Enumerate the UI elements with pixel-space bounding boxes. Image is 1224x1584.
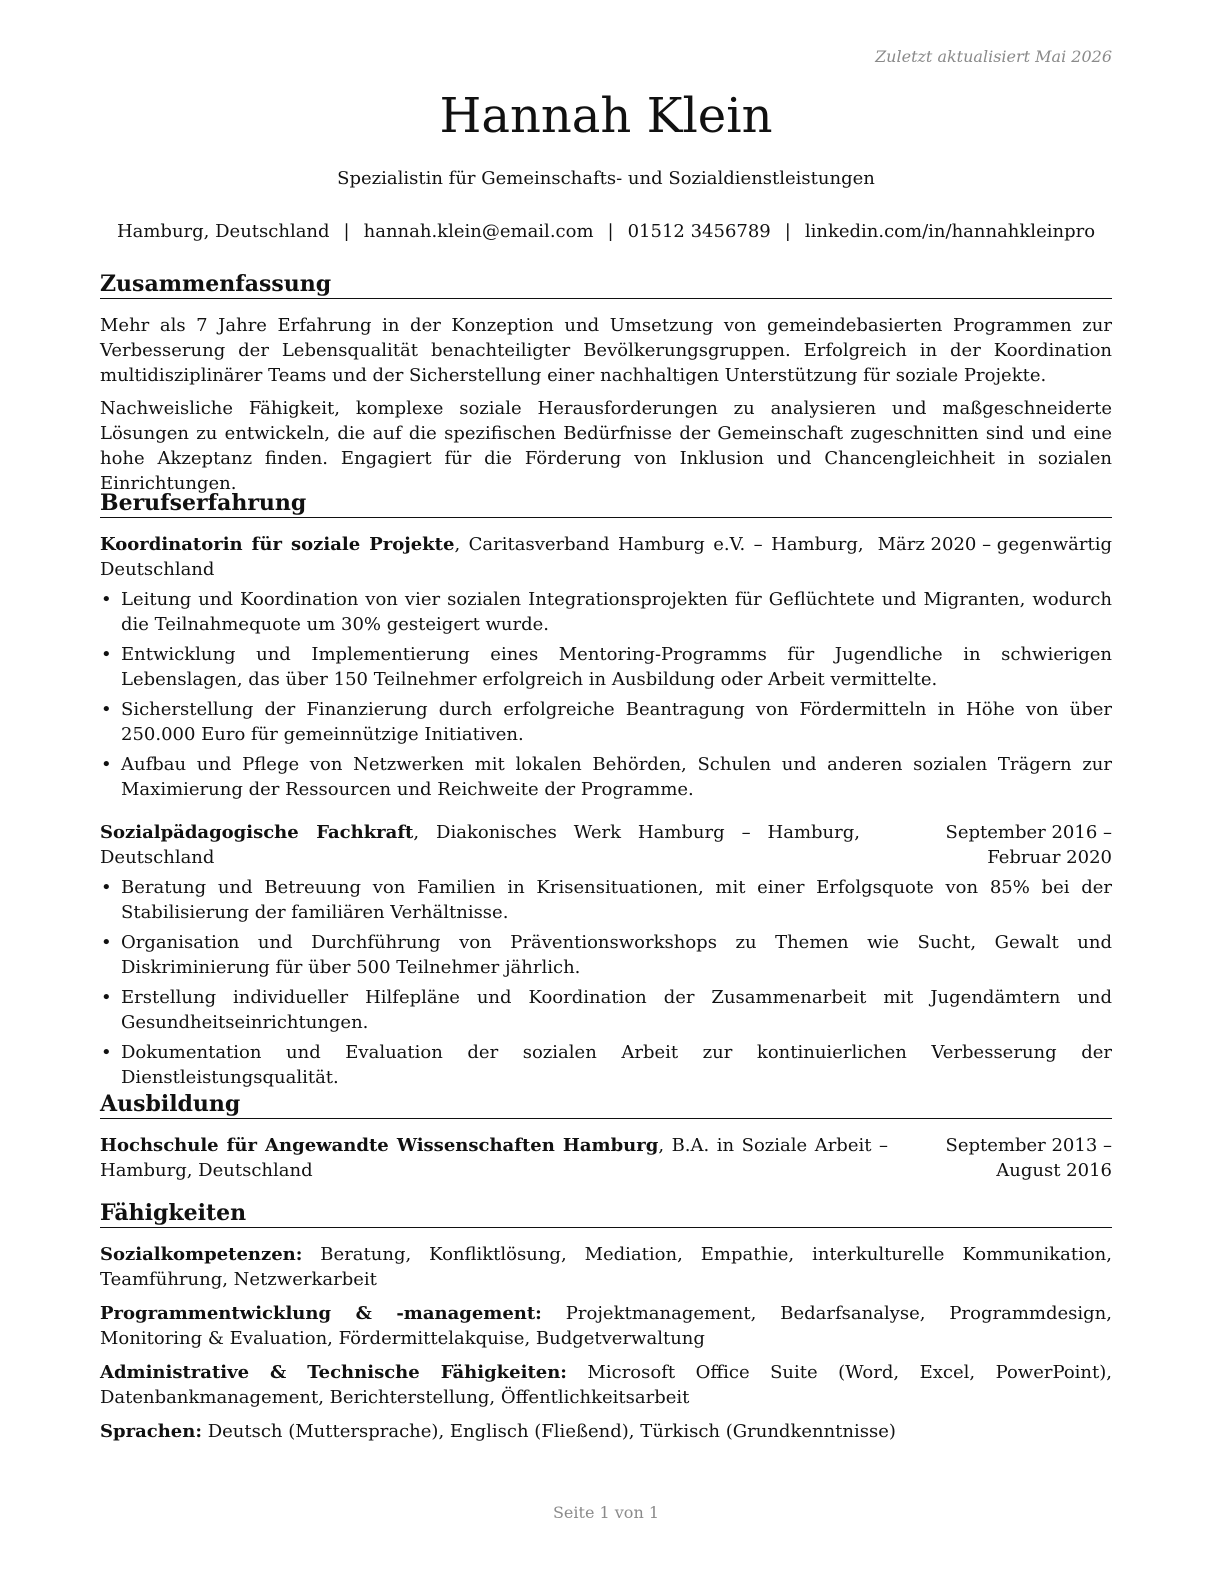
summary-section [100, 270, 1112, 496]
skill-group [100, 1242, 1112, 1292]
contact-line [100, 219, 1112, 244]
education-entry [100, 1133, 1112, 1183]
job-title-org [100, 820, 860, 870]
job-role: Sozialpädagogische Fachkraft [100, 822, 414, 843]
list-item: • Leitung und Koordination von vier sozialen Integrationsprojekten für Geflüchtete und Migranten, wodurch die Teilnahmequote um 30% gesteigert wurde. [100, 587, 1112, 637]
summary-paragraph: Nachweisliche Fähigkeit, komplexe soziale Herausforderungen zu analysieren und maßgeschneiderte Lösungen zu entwickeln, die auf die spezifischen Bedürfnisse der Gemeinschaft zugeschnitten sind und eine hohe Akzeptanz finden. Engagiert für die Förderung von Inklusion und Chancengleichheit in sozialen Einrichtungen. [100, 398, 1112, 494]
skills-section [100, 1199, 1112, 1453]
separator: | [784, 221, 791, 242]
skill-group [100, 1360, 1112, 1410]
job-title-org [100, 532, 864, 582]
list-item: • Dokumentation und Evaluation der sozialen Arbeit zur kontinuierlichen Verbesserung der Dienstleistungsqualität. [100, 1040, 1112, 1090]
last-updated: Zuletzt aktualisiert Mai 2026 [875, 47, 1112, 66]
list-item: • Beratung und Betreuung von Familien in Krisensituationen, mit einer Erfolgsquote von 85% bei der Stabilisierung der familiären Verhältnisse. [100, 875, 1112, 925]
skill-text: Deutsch (Muttersprache), Englisch (Fließend), Türkisch (Grundkenntnisse) [201, 1421, 896, 1442]
job-title: Spezialistin für Gemeinschafts- und Sozialdienstleistungen [337, 168, 875, 189]
candidate-name: Hannah Klein [439, 88, 773, 144]
job-dates: September 2016 – Februar 2020 [945, 822, 1112, 868]
education-dates: September 2013 – August 2016 [945, 1135, 1112, 1181]
section-heading-skills: Fähigkeiten [100, 1199, 1112, 1228]
education-school: Hochschule für Angewandte Wissenschaften Hamburg [100, 1135, 659, 1156]
resume-page [100, 0, 1112, 1584]
job-org: , Diakonisches Werk Hamburg – Hamburg, Deutschland [100, 822, 860, 868]
skill-text: Microsoft Office Suite (Word, Excel, PowerPoint), Datenbankmanagement, Berichterstellung, Öffentlichkeitsarbeit [100, 1362, 1113, 1408]
separator: | [343, 221, 350, 242]
section-heading-experience: Berufserfahrung [100, 489, 1112, 518]
education-school-degree [100, 1133, 888, 1183]
skill-label: Sprachen: [100, 1421, 202, 1442]
contact-location: Hamburg, Deutschland [116, 221, 330, 242]
job-bullets [100, 587, 1112, 802]
skill-group [100, 1419, 1112, 1444]
job-role: Koordinatorin für soziale Projekte [100, 534, 455, 555]
contact-phone: 01512 3456789 [627, 221, 771, 242]
contact-email[interactable]: hannah.klein@email.com [363, 221, 594, 242]
education-section [100, 1090, 1112, 1183]
skill-label: Sozialkompetenzen: [100, 1244, 303, 1265]
job-dates: März 2020 – gegenwärtig [877, 534, 1112, 555]
list-item: • Aufbau und Pflege von Netzwerken mit lokalen Behörden, Schulen und anderen sozialen Trägern zur Maximierung der Ressourcen und Reichweite der Programme. [100, 752, 1112, 802]
separator: | [607, 221, 614, 242]
section-heading-education: Ausbildung [100, 1090, 1112, 1119]
education-details: , B.A. in Soziale Arbeit – Hamburg, Deutschland [100, 1135, 888, 1181]
job-header [100, 820, 1112, 870]
page-number: Seite 1 von 1 [552, 1503, 660, 1522]
experience-section [100, 489, 1112, 1095]
list-item: • Organisation und Durchführung von Präventionsworkshops zu Themen wie Sucht, Gewalt und Diskriminierung für über 500 Teilnehmer jährlich. [100, 930, 1112, 980]
contact-linkedin[interactable]: linkedin.com/in/hannahkleinpro [804, 221, 1096, 242]
skill-group [100, 1301, 1112, 1351]
summary-paragraph: Mehr als 7 Jahre Erfahrung in der Konzeption und Umsetzung von gemeindebasierten Programmen zur Verbesserung der Lebensqualität benachteiligter Bevölkerungsgruppen. Erfolgreich in der Koordination multidisziplinärer Teams und der Sicherstellung einer nachhaltigen Unterstützung für soziale Projekte. [100, 315, 1112, 386]
job-org: , Caritasverband Hamburg e.V. – Hamburg, Deutschland [100, 534, 864, 580]
list-item: • Erstellung individueller Hilfepläne und Koordination der Zusammenarbeit mit Jugendämtern und Gesundheitseinrichtungen. [100, 985, 1112, 1035]
skill-text: Projektmanagement, Bedarfsanalyse, Programmdesign, Monitoring & Evaluation, Fördermittelakquise, Budgetverwaltung [100, 1303, 1112, 1349]
section-heading-summary: Zusammenfassung [100, 270, 1112, 299]
list-item: • Sicherstellung der Finanzierung durch erfolgreiche Beantragung von Fördermitteln in Höhe von über 250.000 Euro für gemeinnützige Initiativen. [100, 697, 1112, 747]
skill-label: Programmentwicklung & -management: [100, 1303, 542, 1324]
list-item: • Entwicklung und Implementierung eines Mentoring-Programms für Jugendliche in schwierigen Lebenslagen, das über 150 Teilnehmer erfolgreich in Ausbildung oder Arbeit vermittelte. [100, 642, 1112, 692]
skill-label: Administrative & Technische Fähigkeiten: [100, 1362, 567, 1383]
job-header [100, 532, 1112, 582]
skill-text: Beratung, Konfliktlösung, Mediation, Empathie, interkulturelle Kommunikation, Teamführung, Netzwerkarbeit [100, 1244, 1112, 1290]
job-bullets [100, 875, 1112, 1090]
